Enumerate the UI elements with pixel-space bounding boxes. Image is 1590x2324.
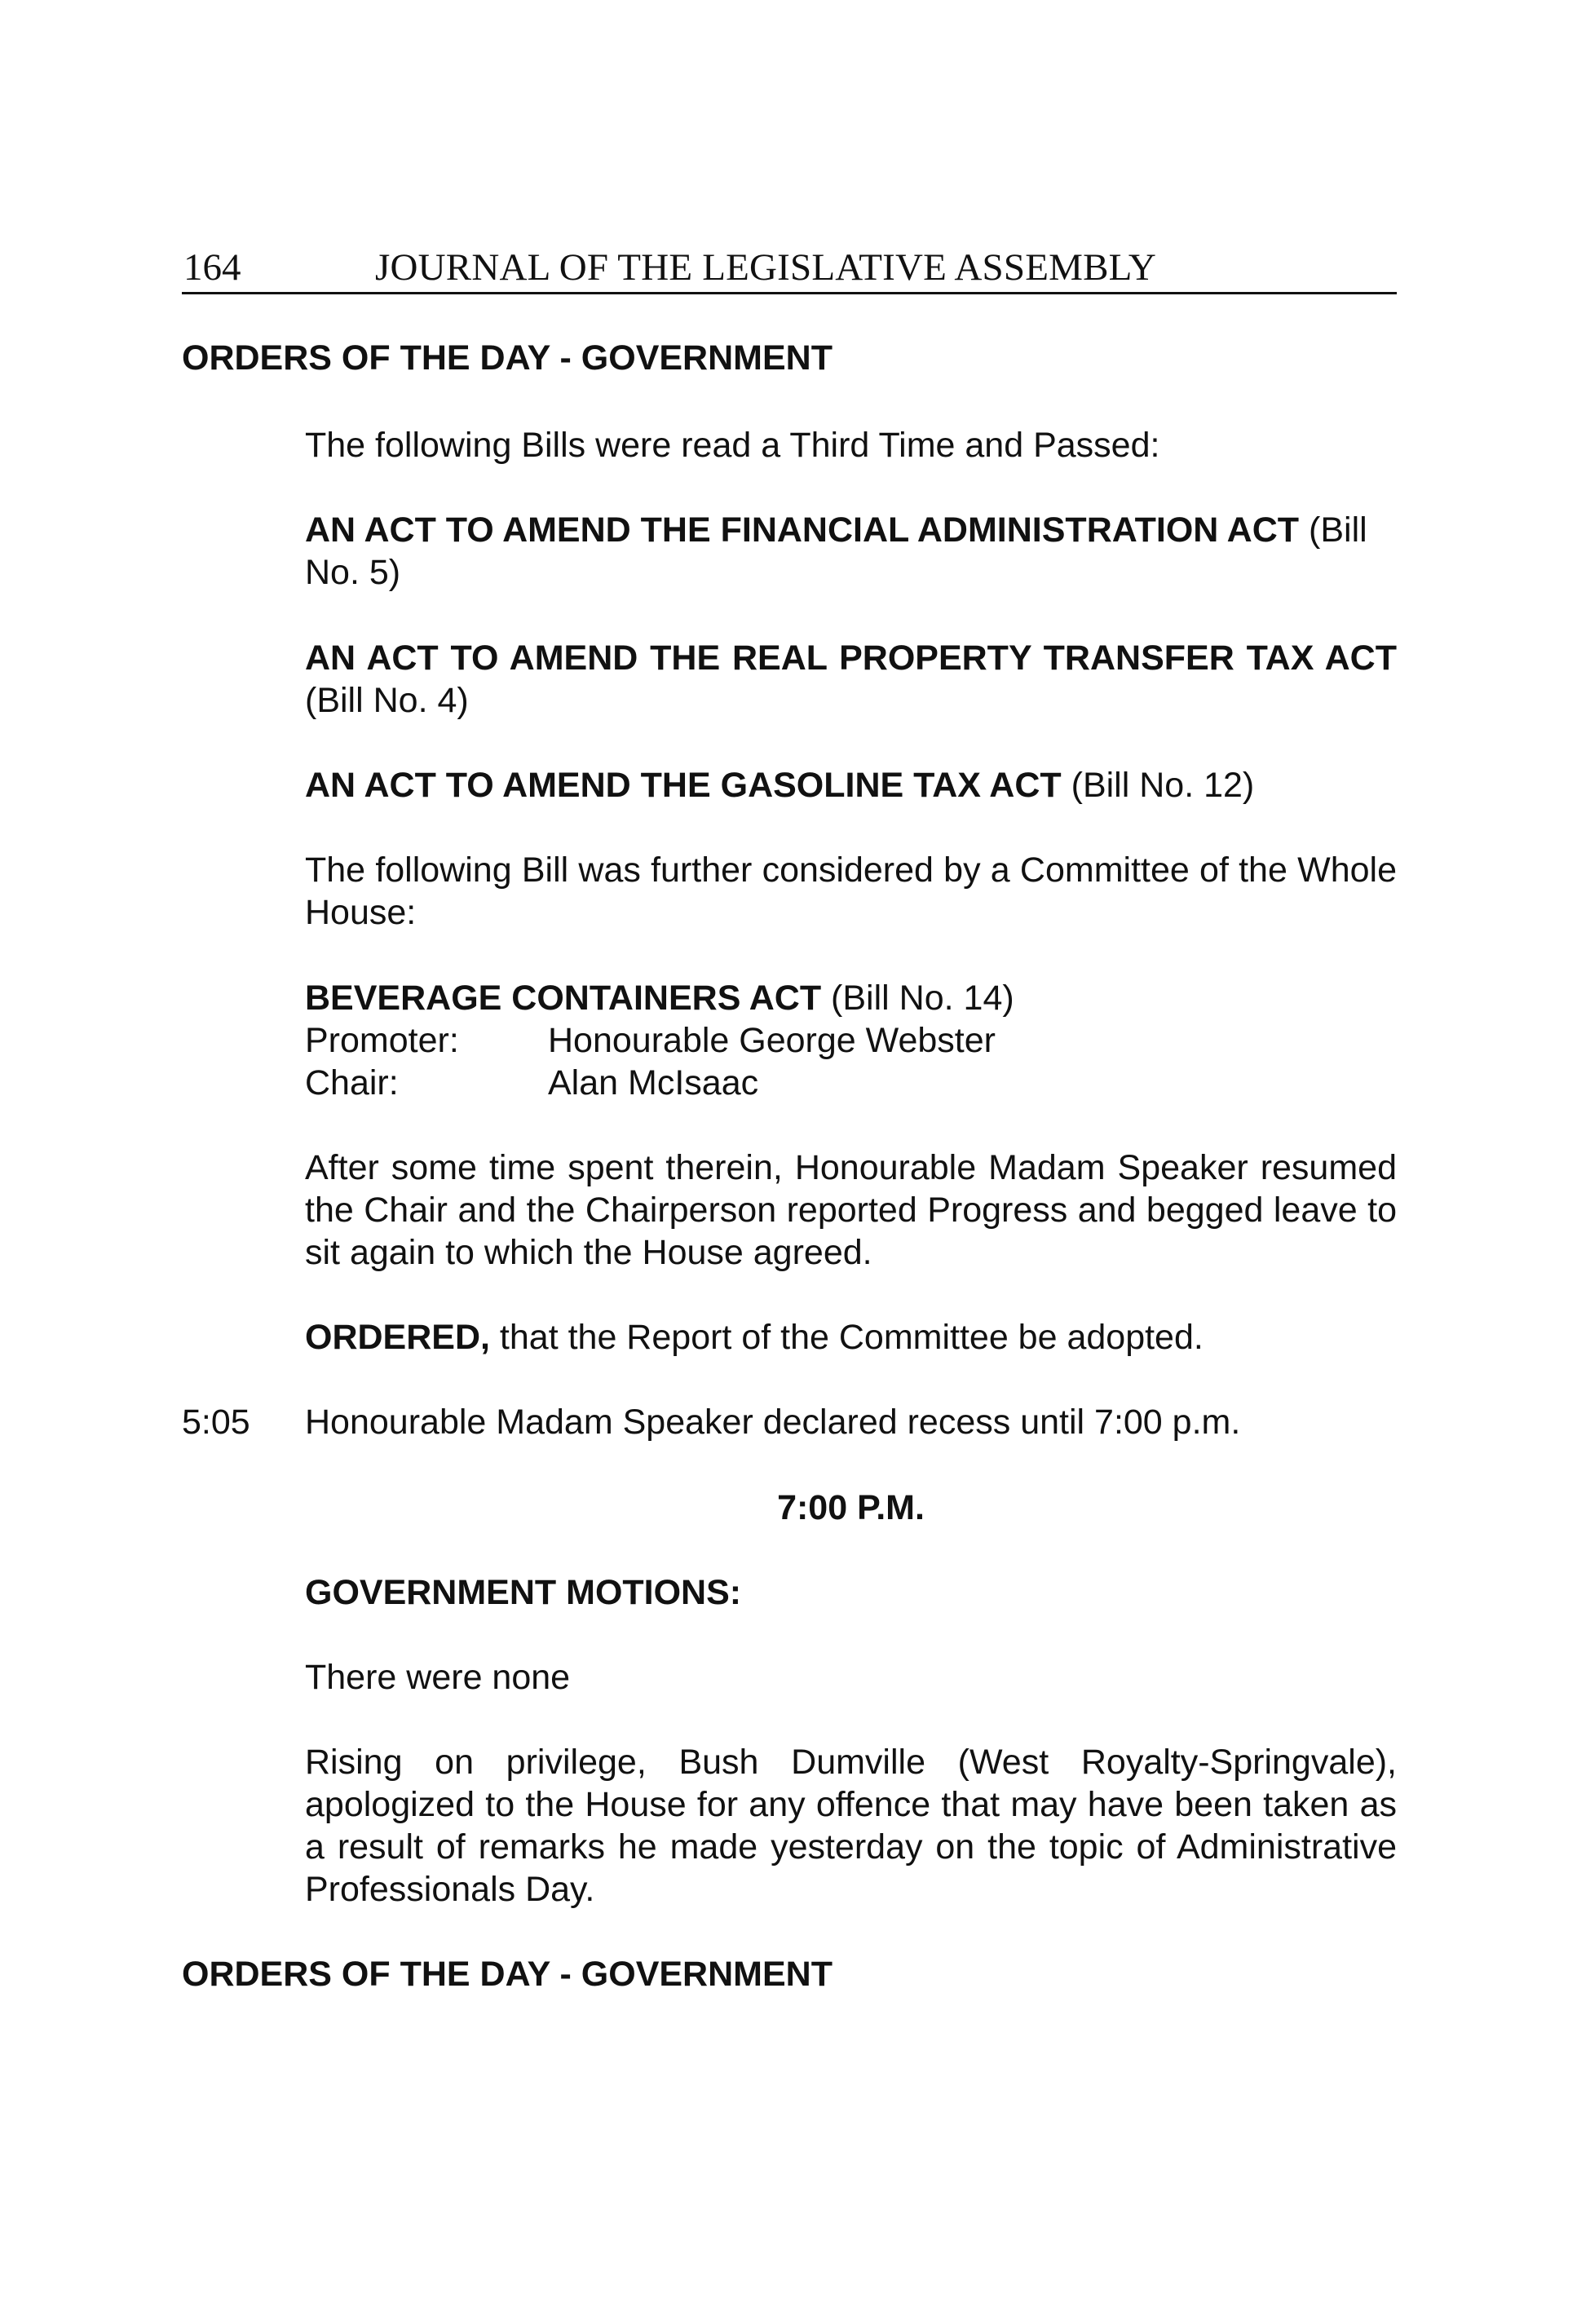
bill-reference: (Bill No. 12) [1061,766,1255,805]
page-number: 164 [183,246,241,289]
ordered-text: that the Report of the Committee be adopted. [489,1318,1204,1357]
promoter-label: Promoter: [305,1021,459,1060]
section-heading-orders-of-the-day: ORDERS OF THE DAY - GOVERNMENT [182,338,833,378]
chair-row [305,1062,1397,1104]
ordered-label: ORDERED, [305,1318,490,1357]
evening-time-heading: 7:00 P.M. [777,1488,925,1527]
privilege-paragraph: Rising on privilege, Bush Dumville (West Royalty-Springvale), apologized to the House for any offence that may have been taken as a result of remarks he made yesterday on the topic of Administrative Professionals Day. [305,1743,1397,1909]
bill-reference: (Bill No. 14) [821,979,1014,1018]
committee-bill-entry [305,977,1397,1104]
third-reading-intro: The following Bills were read a Third Time and Passed: [305,426,1160,465]
committee-progress-paragraph: After some time spent therein, Honourable Madam Speaker resumed the Chair and the Chairperson reported Progress and begged leave to sit again to which the House agreed. [305,1148,1397,1272]
bill-title: AN ACT TO AMEND THE REAL PROPERTY TRANSFER TAX ACT [305,638,1397,678]
bill-entry-gasoline-tax [305,764,1397,806]
recess-text: Honourable Madam Speaker declared recess until 7:00 p.m. [305,1403,1241,1442]
chair-value: Alan McIsaac [548,1063,759,1102]
bill-reference: (Bill No. 4) [305,681,469,720]
section-heading-orders-of-the-day-2: ORDERS OF THE DAY - GOVERNMENT [182,1955,833,1994]
government-motions-heading: GOVERNMENT MOTIONS: [305,1573,742,1612]
promoter-value: Honourable George Webster [548,1021,996,1060]
promoter-row [305,1019,1397,1062]
committee-bill-heading [305,977,1397,1019]
chair-label: Chair: [305,1063,399,1102]
recess-time: 5:05 [182,1403,250,1442]
bill-title: AN ACT TO AMEND THE GASOLINE TAX ACT [305,766,1062,805]
bill-title: BEVERAGE CONTAINERS ACT [305,979,822,1018]
running-header [182,243,1397,294]
bill-title: AN ACT TO AMEND THE FINANCIAL ADMINISTRATION ACT [305,510,1300,550]
government-motions-text: There were none [305,1658,571,1697]
journal-title: JOURNAL OF THE LEGISLATIVE ASSEMBLY [375,246,1156,289]
ordered-paragraph [305,1316,1397,1359]
bill-reference: (Bill No. 5) [305,510,1367,592]
committee-intro: The following Bill was further considered by a Committee of the Whole House: [305,851,1397,932]
bill-entry-financial-administration [305,509,1397,594]
bill-entry-real-property-transfer-tax [305,637,1397,722]
